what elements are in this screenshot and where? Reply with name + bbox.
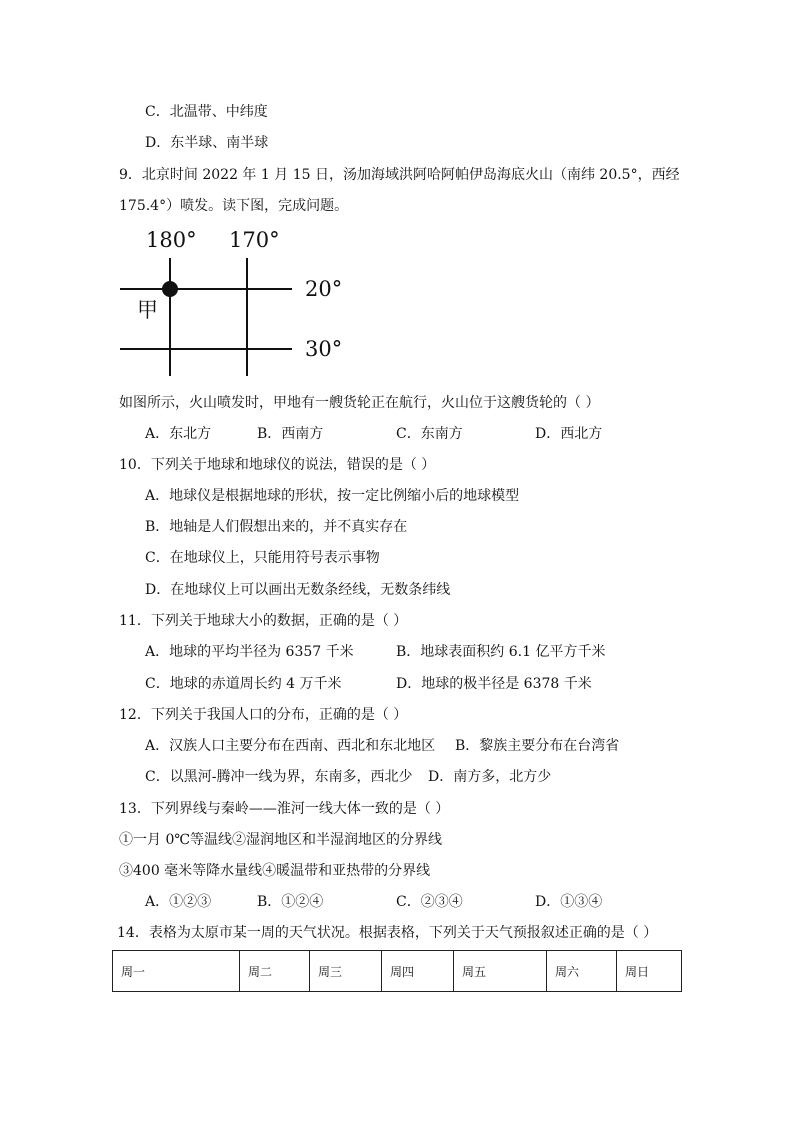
q10-option-c: C．在地球仪上，只能用符号表示事物 xyxy=(145,550,380,566)
lat-lon-grid-figure xyxy=(118,225,358,380)
table-header-cell: 周一 xyxy=(113,951,240,992)
q11-stem: 11．下列关于地球大小的数据，正确的是（ ） xyxy=(119,613,408,629)
parallel-20-line xyxy=(120,288,292,290)
q8-option-c: C．北温带、中纬度 xyxy=(145,104,268,120)
ship-position-dot xyxy=(162,281,178,297)
place-label-jia: 甲 xyxy=(137,298,158,322)
q11-option-b: B．地球表面积约 6.1 亿平方千米 xyxy=(396,644,606,660)
q14-stem: 14．表格为太原市某一周的天气状况。根据表格，下列关于天气预报叙述正确的是（ ） xyxy=(117,925,658,941)
q12-option-a: A．汉族人口主要分布在西南、西北和东北地区 xyxy=(145,738,436,754)
q11-option-d: D．地球的极半径是 6378 千米 xyxy=(396,676,592,692)
q9-stem-line1: 9．北京时间 2022 年 1 月 15 日，汤加海域洪阿哈阿帕伊岛海底火山（南纬 20.5°，西经 xyxy=(119,167,680,183)
q10-option-b: B．地轴是人们假想出来的，并不真实存在 xyxy=(145,519,408,535)
q11-option-a: A．地球的平均半径为 6357 千米 xyxy=(145,644,354,660)
table-header-cell: 周五 xyxy=(454,951,547,992)
q10-option-a: A．地球仪是根据地球的形状，按一定比例缩小后的地球模型 xyxy=(145,488,520,504)
q13-stem: 13．下列界线与秦岭——淮河一线大体一致的是（ ） xyxy=(119,801,450,817)
q13-option-c: C．②③④ xyxy=(396,894,463,910)
q9-stem-line2: 175.4°）喷发。读下图，完成问题。 xyxy=(119,198,349,214)
q8-option-d: D．东半球、南半球 xyxy=(145,135,269,151)
q9-option-c: C．东南方 xyxy=(396,426,463,442)
q13-option-d: D．①③④ xyxy=(535,894,603,910)
table-header-cell: 周六 xyxy=(547,951,617,992)
weather-table xyxy=(112,950,682,992)
lon-label-170: 170° xyxy=(229,228,280,252)
q9-option-b: B．西南方 xyxy=(257,426,324,442)
q12-stem: 12．下列关于我国人口的分布，正确的是（ ） xyxy=(119,707,408,723)
meridian-180-line xyxy=(169,258,171,376)
q10-option-d: D．在地球仪上可以画出无数条经线，无数条纬线 xyxy=(145,582,451,598)
table-header-cell: 周日 xyxy=(617,951,682,992)
parallel-30-line xyxy=(120,348,292,350)
q11-option-c: C．地球的赤道周长约 4 万千米 xyxy=(145,676,342,692)
q13-statement-line1: ①一月 0℃等温线②湿润地区和半湿润地区的分界线 xyxy=(119,832,443,848)
q13-statement-line2: ③400 毫米等降水量线④暖温带和亚热带的分界线 xyxy=(119,863,431,879)
lat-label-20: 20° xyxy=(305,277,343,301)
lon-label-180: 180° xyxy=(146,228,197,252)
q12-option-d: D．南方多，北方少 xyxy=(428,769,552,785)
table-header-cell: 周二 xyxy=(240,951,310,992)
table-header-cell: 周三 xyxy=(310,951,382,992)
lat-label-30: 30° xyxy=(305,337,343,361)
meridian-170-line xyxy=(246,258,248,376)
q13-option-b: B．①②④ xyxy=(257,894,324,910)
table-header-cell: 周四 xyxy=(382,951,454,992)
q9-option-a: A．东北方 xyxy=(145,426,212,442)
q12-option-c: C．以黑河-腾冲一线为界，东南多，西北少 xyxy=(145,769,413,785)
table-header-row xyxy=(113,951,682,992)
q13-option-a: A．①②③ xyxy=(145,894,212,910)
q9-sub-question: 如图所示，火山喷发时，甲地有一艘货轮正在航行，火山位于这艘货轮的（ ） xyxy=(119,395,600,411)
q10-stem: 10．下列关于地球和地球仪的说法，错误的是（ ） xyxy=(119,457,436,473)
q9-option-d: D．西北方 xyxy=(535,426,603,442)
q12-option-b: B．黎族主要分布在台湾省 xyxy=(455,738,620,754)
